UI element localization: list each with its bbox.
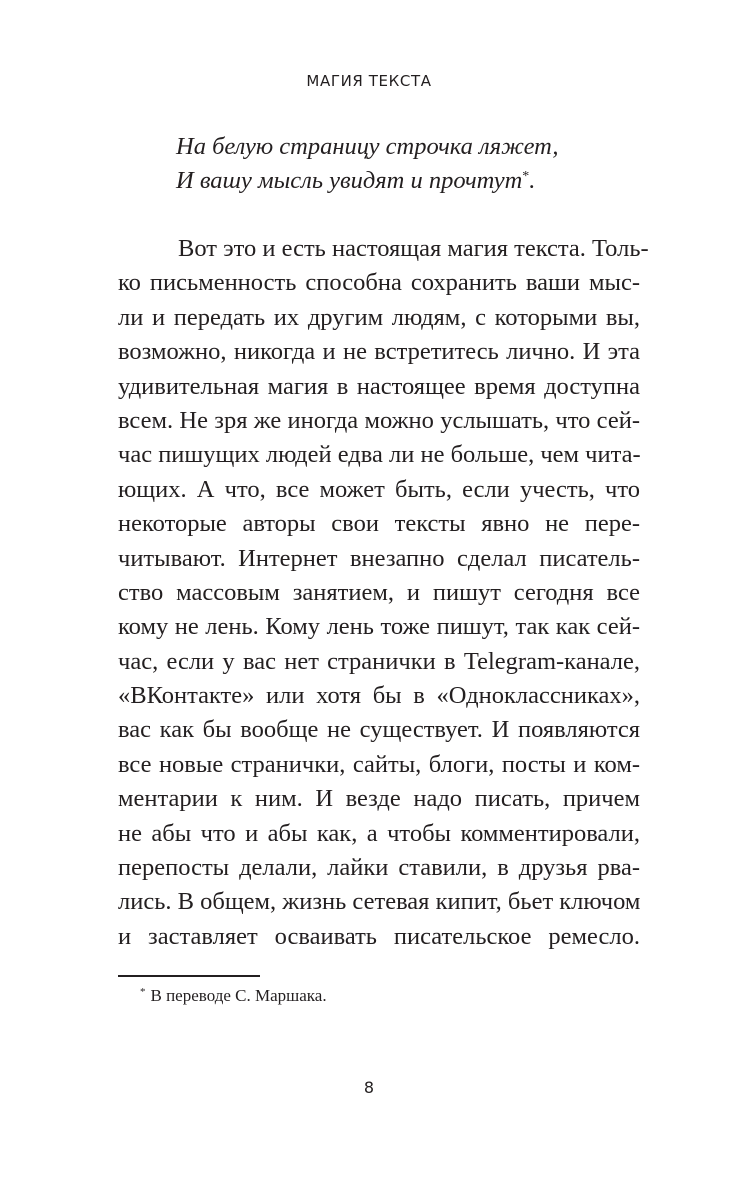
- footnote: [140, 985, 327, 1009]
- body-line: всем. Не зря же иногда можно услышать, что сей-: [118, 406, 640, 434]
- body-line: читывают. Интернет внезапно сделал писатель-: [118, 544, 640, 572]
- body-line: не абы что и абы как, а чтобы комментировали,: [118, 819, 640, 847]
- running-head: МАГИЯ ТЕКСТА: [306, 72, 432, 90]
- epigraph: [176, 130, 616, 198]
- body-line: Вот это и есть настоящая магия текста. Толь-: [178, 235, 649, 262]
- body-line: кому не лень. Кому лень тоже пишут, так как сей-: [118, 613, 640, 641]
- body-line: «ВКонтакте» или хотя бы в «Одноклассниках»,: [118, 682, 640, 710]
- body-paragraph: [118, 232, 649, 954]
- body-line: ли и передать их другим людям, с которыми вы,: [118, 303, 640, 331]
- footnote-text: В переводе С. Маршака.: [150, 986, 327, 1005]
- epigraph-line-1: На белую страницу строчка ляжет,: [176, 133, 559, 160]
- body-line: ющих. А что, все может быть, если учесть, что: [118, 475, 640, 503]
- body-line: вас как бы вообще не существует. И появляются: [118, 716, 640, 744]
- body-line: час, если у вас нет странички в Telegram-канале,: [118, 647, 640, 675]
- body-line: возможно, никогда и не встретитесь лично. И эта: [118, 338, 640, 366]
- page-number: 8: [363, 1078, 375, 1097]
- footnote-marker: *: [140, 986, 146, 998]
- body-line: ко письменность способна сохранить ваши мыс-: [118, 269, 640, 297]
- epigraph-end-punct: .: [529, 167, 536, 194]
- body-line: лись. В общем, жизнь сетевая кипит, бьет ключом: [118, 888, 641, 916]
- body-line: ментарии к ним. И везде надо писать, причем: [118, 785, 640, 813]
- body-line: некоторые авторы свои тексты явно не пере-: [118, 510, 640, 538]
- body-line: удивительная магия в настоящее время доступна: [118, 372, 640, 400]
- body-line: все новые странички, сайты, блоги, посты и ком-: [118, 750, 640, 778]
- epigraph-line-2: [176, 164, 616, 198]
- footnote-divider: [118, 975, 260, 977]
- body-line: перепосты делали, лайки ставили, в друзья рва-: [118, 854, 640, 882]
- body-line: и заставляет осваивать писательское ремесло.: [118, 922, 640, 950]
- epigraph-footnote-marker: *: [522, 169, 530, 184]
- epigraph-line-2-text: И вашу мысль увидят и прочтут: [176, 167, 523, 194]
- body-line: ство массовым занятием, и пишут сегодня все: [118, 578, 640, 606]
- body-line: час пишущих людей едва ли не больше, чем чита-: [118, 441, 641, 469]
